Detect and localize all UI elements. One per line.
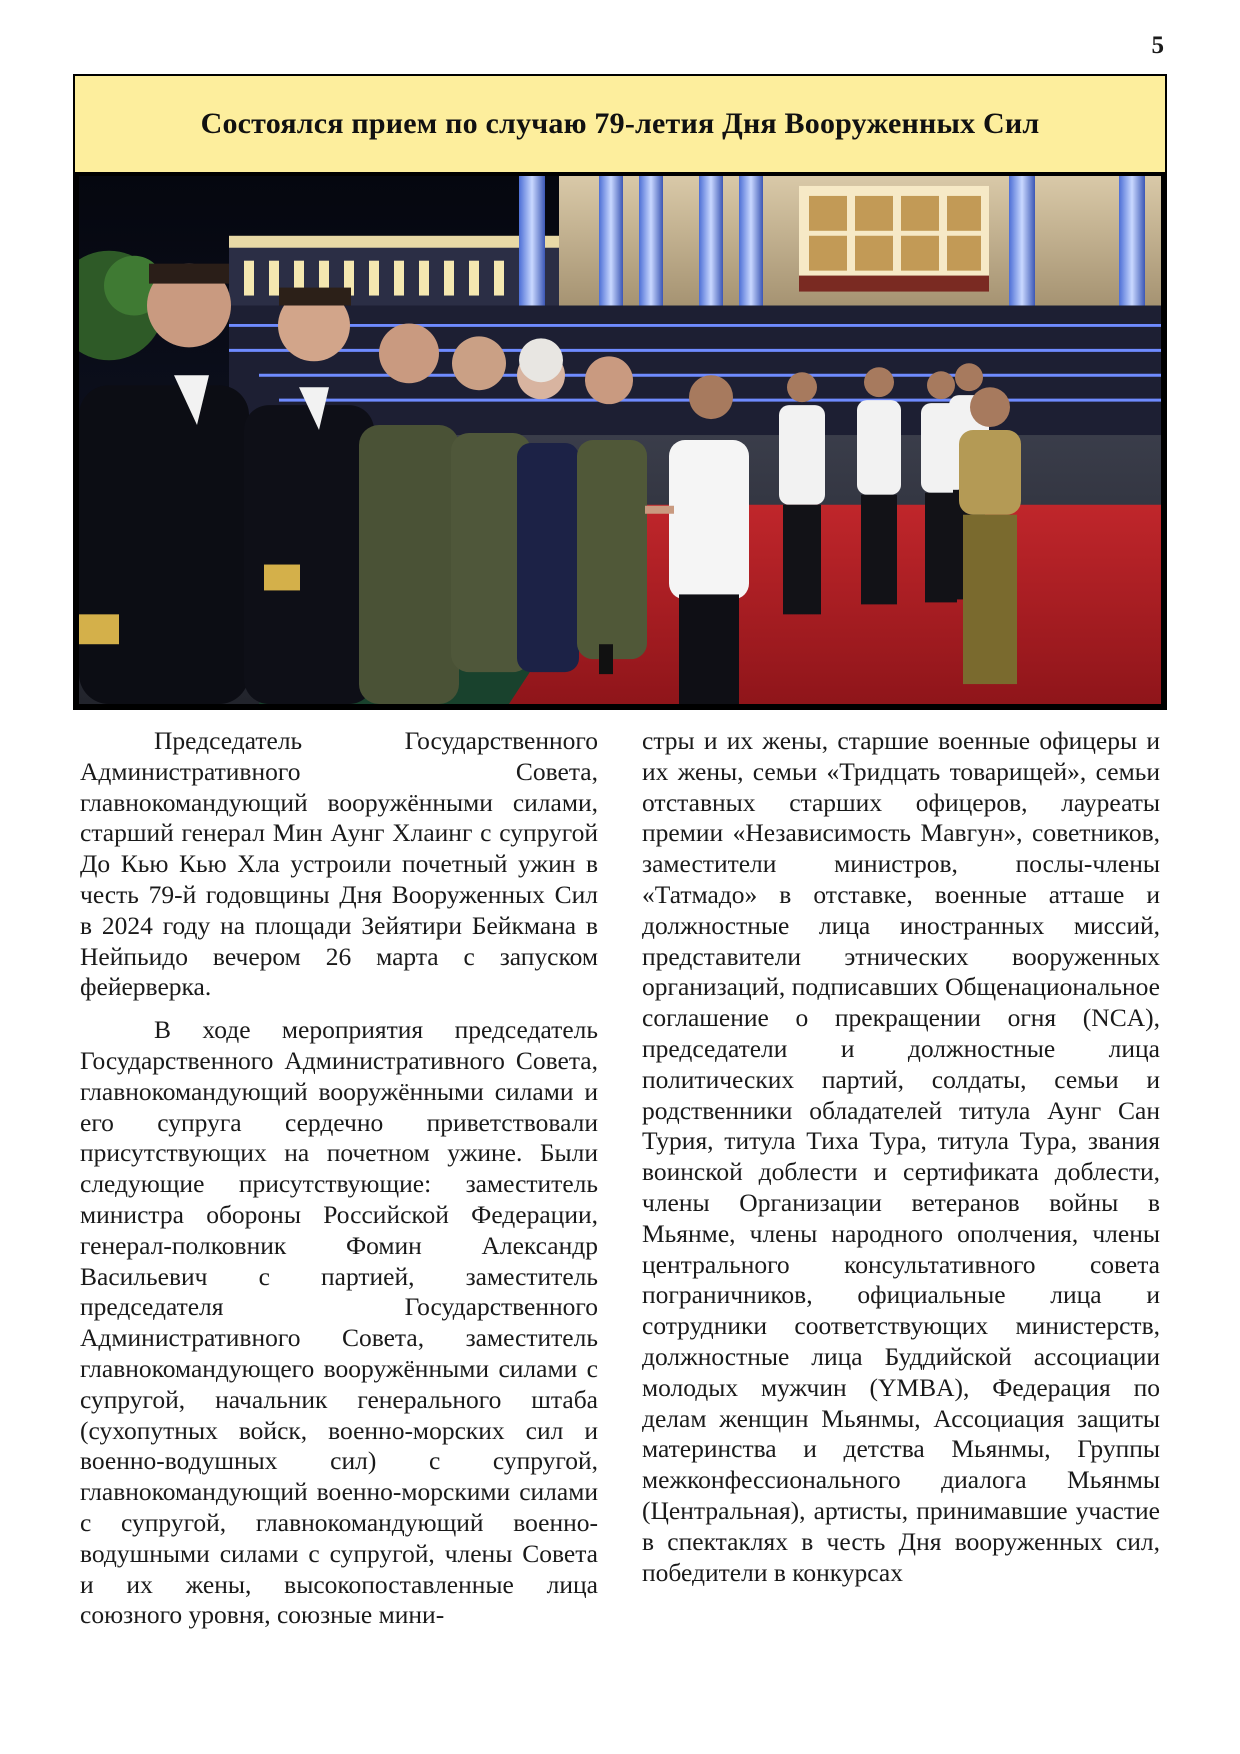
photo-reception-icon bbox=[79, 176, 1161, 704]
article-photo bbox=[79, 176, 1161, 704]
paragraph: стры и их жены, старшие военные офицеры и их жены, семьи «Тридцать товарищей», семьи отставных старших офицеров, лауреаты премии «Независимость Мавгун», советников, заместители министров, послы-члены «Татмадо» в отставке, военные атташе и должностные лица иностранных миссий, представители этнических вооруженных организаций, подписавших Общенациональное соглашение о прекращении огня (NCA), председатели и должностные лица политических партий, солдаты, семьи и родственники обладателей титула Аунг Сан Турия, титула Тиха Тура, титула Тура, звания воинской доблести и сертификата доблести, члены Организации ветеранов войны в Мьянме, члены народного ополчения, члены центрального консультативного совета пограничников, официальные лица и сотрудники соответствующих министерств, должностные лица Буддийской ассоциации молодых мужчин (YMBA), Федерация по делам женщин Мьянмы, Ассоциация защиты материнства и детства Мьянмы, Группы межконфессионального диалога Мьянмы (Центральная), артисты, принимавшие участие в спектаклях в честь Дня вооруженных сил, победители в конкурсах bbox=[642, 726, 1160, 1587]
article-header-frame bbox=[73, 74, 1167, 710]
title-banner bbox=[75, 76, 1165, 174]
right-column bbox=[642, 726, 1160, 1600]
article-title: Состоялся прием по случаю 79-летия Дня Вооруженных Сил bbox=[200, 107, 1040, 140]
article-body bbox=[80, 726, 1162, 1726]
page-number: 5 bbox=[1151, 32, 1164, 59]
left-column bbox=[80, 726, 598, 1643]
paragraph: Председатель Государственного Административного Совета, главнокомандующий вооружёнными силами, старший генерал Мин Аунг Хлаинг с супругой До Кью Кью Хла устроили почетный ужин в честь 79-й годовщины Дня Вооруженных Сил в 2024 году на площади Зейятири Бейкмана в Нейпьидо вечером 26 марта с запуском фейерверка. bbox=[80, 726, 598, 1002]
paragraph: В ходе мероприятия председатель Государственного Административного Совета, главнокомандующий вооружёнными силами и его супруга сердечно приветствовали присутствующих на почетном ужине. Были следующие присутствующие: заместитель министра обороны Российской Федерации, генерал-полковник Фомин Александр Васильевич с партией, заместитель председателя Государственного Административного Совета, заместитель главнокомандующего вооружёнными силами с супругой, начальник генерального штаба (сухопутных войск, военно-морских сил и военно-водушных сил) с супругой, главнокомандующий военно-морскими силами с супругой, главнокомандующий военно-водушными силами с супругой, члены Совета и их жены, высокопоставленные лица союзного уровня, союзные мини- bbox=[80, 1015, 598, 1630]
